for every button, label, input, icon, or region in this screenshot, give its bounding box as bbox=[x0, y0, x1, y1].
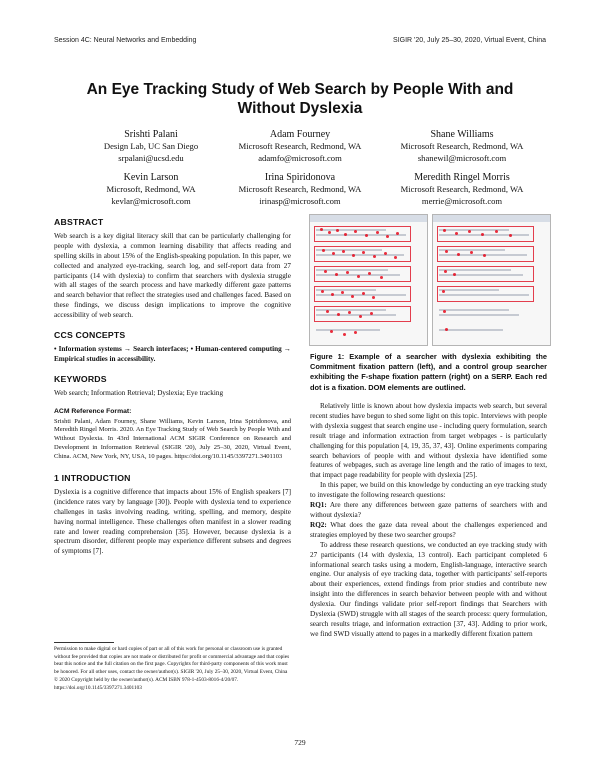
author-affiliation: Microsoft Research, Redmond, WA bbox=[238, 184, 362, 194]
search-bar-mock bbox=[310, 215, 427, 222]
author-block bbox=[382, 128, 542, 164]
rq1-label: RQ1: bbox=[310, 501, 327, 510]
ccs-text: • Information systems → Search interfaces; • Human-centered computing → Empirical studies in accessibility. bbox=[54, 344, 291, 363]
body-paragraph: Relatively little is known about how dyslexia impacts web search, but several recent studies have begun to shed some light on this topic. Interviews with people with dyslexia suggest that search engine use - including query formulation, search result triage and information extraction from target webpages - is particularly challenging for this population [4, 19, 35, 37, 43]. Online experiments comparing search behaviors of people with and without dyslexia have identified some features of webpages, such as average line length and the ratio of images to text, that impact page readability for people with dyslexia [25]. bbox=[310, 402, 547, 480]
fixation-dot bbox=[337, 313, 340, 316]
figure-1 bbox=[309, 214, 549, 344]
running-header-left: Session 4C: Neural Networks and Embedding bbox=[54, 37, 197, 44]
fixation-dot bbox=[380, 276, 383, 279]
fixation-dot bbox=[352, 254, 355, 257]
fixation-dot bbox=[443, 229, 446, 232]
author-affiliation: Microsoft Research, Redmond, WA bbox=[400, 141, 524, 151]
figure-caption: Figure 1: Example of a searcher with dyslexia exhibiting the Commitment fixation pattern (left), and a control group searcher exhibiting the F-shape fixation pattern (right) on a SERP. Each red dot is a fixation. DOM elements are outlined. bbox=[310, 352, 547, 392]
fixation-dot bbox=[354, 331, 357, 334]
fixation-dot bbox=[443, 310, 446, 313]
fixation-dot bbox=[343, 333, 346, 336]
fixation-dot bbox=[326, 310, 329, 313]
fixation-dot bbox=[483, 254, 486, 257]
introduction-heading: 1 INTRODUCTION bbox=[54, 473, 131, 484]
fixation-dot bbox=[362, 292, 365, 295]
author-name: Kevin Larson bbox=[123, 172, 179, 183]
ccs-heading: CCS CONCEPTS bbox=[54, 330, 126, 341]
author-email: shanewil@microsoft.com bbox=[417, 152, 507, 163]
fixation-dot bbox=[322, 249, 325, 252]
result-line bbox=[439, 309, 509, 311]
author-block bbox=[220, 128, 380, 164]
fixation-dot bbox=[509, 234, 512, 237]
fixation-dot bbox=[470, 251, 473, 254]
footnote-rule bbox=[54, 642, 114, 643]
rq1-text: Are there any differences between gaze patterns of searchers with and without dyslexia? bbox=[310, 501, 547, 519]
body-paragraph: In this paper, we build on this knowledge by conducting an eye tracking study to investigate the following research questions: bbox=[310, 481, 547, 500]
author-name: Irina Spiridonova bbox=[264, 172, 336, 183]
dom-outline bbox=[437, 226, 534, 242]
fixation-dot bbox=[468, 230, 471, 233]
search-bar-mock bbox=[433, 215, 550, 222]
keywords-text: Web search; Information Retrieval; Dyslexia; Eye tracking bbox=[54, 388, 224, 397]
fixation-dot bbox=[372, 296, 375, 299]
left-column bbox=[54, 218, 291, 557]
right-column bbox=[310, 402, 547, 640]
serp-screenshot-right bbox=[432, 214, 551, 346]
reference-format-text: Srishti Palani, Adam Fourney, Shane Williams, Kevin Larson, Irina Spiridonova, and Meredith Ringel Morris. 2020. An Eye Tracking Study of Web Search by People With and Without Dyslexia. In 43rd International ACM SIGIR Conference on Research and Development in Information Retrieval (SIGIR '20), July 25–30, 2020, Virtual Event, China. ACM, New York, NY, USA, 10 pages. https://doi.org/10.1145/3397271.3401103 bbox=[54, 417, 291, 461]
fixation-dot bbox=[365, 234, 368, 237]
fixation-dot bbox=[376, 231, 379, 234]
copyright-footnote bbox=[54, 642, 291, 692]
fixation-dot bbox=[330, 330, 333, 333]
fixation-dot bbox=[342, 250, 345, 253]
fixation-dot bbox=[457, 253, 460, 256]
fixation-dot bbox=[351, 295, 354, 298]
body-paragraph: To address these research questions, we conducted an eye tracking study with 27 participants (14 with dyslexia, 13 control). Each participant completed 6 informational search tasks using a modern, English-language, interactive search engine. Our analysis of eye tracking data, together with participants' self-reports about their experiences, extend findings from prior studies and contribute new insight into the differences in search behavior between people with and without dyslexia. Our findings validate prior self-report findings that Searchers with Dyslexia (SWD) struggle with all stages of the search process: query formulation, search results triage, and information extraction [37, 43]. Adding to prior work, we find SWD visually attend to pages in a markedly different fixation pattern bbox=[310, 540, 547, 638]
fixation-dot bbox=[320, 228, 323, 231]
page-number: 729 bbox=[294, 738, 306, 747]
fixation-dot bbox=[357, 275, 360, 278]
author-affiliation: Design Lab, UC San Diego bbox=[103, 141, 199, 151]
result-line bbox=[439, 329, 503, 331]
fixation-dot bbox=[442, 290, 445, 293]
serp-screenshot-left bbox=[309, 214, 428, 346]
running-header-right: SIGIR '20, July 25–30, 2020, Virtual Event, China bbox=[393, 37, 546, 44]
fixation-dot bbox=[453, 273, 456, 276]
author-name: Meredith Ringel Morris bbox=[414, 172, 510, 183]
author-block bbox=[71, 171, 231, 207]
fixation-dot bbox=[354, 230, 357, 233]
abstract-heading: ABSTRACT bbox=[54, 217, 104, 227]
research-question-1 bbox=[310, 501, 547, 521]
fixation-dot bbox=[396, 232, 399, 235]
author-email: irinasp@microsoft.com bbox=[259, 195, 341, 206]
fixation-dot bbox=[370, 312, 373, 315]
author-name: Shane Williams bbox=[430, 129, 494, 140]
fixation-dot bbox=[444, 270, 447, 273]
author-email: adamfo@microsoft.com bbox=[258, 152, 342, 163]
fixation-dot bbox=[359, 315, 362, 318]
fixation-dot bbox=[384, 252, 387, 255]
keywords-heading: KEYWORDS bbox=[54, 373, 107, 384]
author-affiliation: Microsoft Research, Redmond, WA bbox=[400, 184, 524, 194]
author-email: kevlar@microsoft.com bbox=[111, 195, 191, 206]
fixation-dot bbox=[362, 251, 365, 254]
footnote-text: Permission to make digital or hard copies of part or all of this work for personal or classroom use is granted without fee provided that copies are not made or distributed for profit or commercial advantage and that copies bear this notice and the full citation on the first page. Copyrights for third-party components of this work must be honored. For all other uses, contact the owner/author(s). SIGIR '20, July 25–30, 2020, Virtual Event, China © 2020 Copyright held by the owner/author(s). ACM ISBN 978-1-4503-8016-4/20/07. https://doi.org/10.1145/3397271.3401103 bbox=[54, 646, 290, 691]
paper-title: An Eye Tracking Study of Web Search by People With and Without Dyslexia bbox=[86, 81, 514, 117]
fixation-dot bbox=[368, 272, 371, 275]
fixation-dot bbox=[481, 233, 484, 236]
fixation-dot bbox=[321, 290, 324, 293]
fixation-dot bbox=[328, 231, 331, 234]
fixation-dot bbox=[495, 230, 498, 233]
result-line bbox=[439, 314, 519, 316]
fixation-dot bbox=[324, 270, 327, 273]
fixation-dot bbox=[331, 293, 334, 296]
dom-outline bbox=[314, 306, 411, 322]
fixation-dot bbox=[394, 256, 397, 259]
dom-outline bbox=[314, 266, 411, 282]
introduction-paragraph: Dyslexia is a cognitive difference that impacts about 15% of English speakers [7] (incidence rates vary by language [30]). People with dyslexia tend to experience challenges in tasks involving reading, writing, spelling, and memory, despite having normal intelligence. These challenges often manifest in a slower reading rate and lower reading comprehension [35]. However, because dyslexia is a spectrum disorder, different people may experience different subsets and degrees of symptoms [7]. bbox=[54, 487, 291, 556]
fixation-dot bbox=[348, 311, 351, 314]
author-affiliation: Microsoft Research, Redmond, WA bbox=[238, 141, 362, 151]
fixation-dot bbox=[386, 235, 389, 238]
abstract-text: Web search is a key digital literacy skill that can be particularly challenging for people with dyslexia, a common learning disability that affects reading and spelling skills in about 15% of the English-speaking population. In this paper, we collected and analyzed eye-tracking, search log, and self-report data from 27 participants (14 with dyslexia) to confirm that searchers with dyslexia struggle with all stages of the search process and have markedly different gaze patterns and search behavior that reflect the strategies used and challenges faced. Based on these findings, we discuss design implications to improve the cognitive accessibility of web search. bbox=[54, 231, 291, 320]
author-name: Srishti Palani bbox=[124, 129, 178, 140]
author-email: merrie@microsoft.com bbox=[421, 195, 503, 206]
author-block bbox=[382, 171, 542, 207]
fixation-dot bbox=[455, 232, 458, 235]
author-name: Adam Fourney bbox=[269, 129, 331, 140]
reference-format-heading: ACM Reference Format: bbox=[54, 407, 132, 415]
fixation-dot bbox=[344, 233, 347, 236]
author-block bbox=[71, 128, 231, 164]
fixation-dot bbox=[445, 328, 448, 331]
fixation-dot bbox=[445, 250, 448, 253]
dom-outline bbox=[314, 246, 411, 262]
dom-outline bbox=[437, 286, 534, 302]
research-question-2 bbox=[310, 521, 547, 541]
author-email: srpalani@ucsd.edu bbox=[118, 152, 184, 163]
fixation-dot bbox=[336, 229, 339, 232]
fixation-dot bbox=[373, 255, 376, 258]
result-line bbox=[316, 329, 380, 331]
author-affiliation: Microsoft, Redmond, WA bbox=[106, 184, 196, 194]
dom-outline bbox=[437, 266, 534, 282]
fixation-dot bbox=[341, 291, 344, 294]
rq2-text: What does the gaze data reveal about the challenges experienced and strategies employed by these two searcher groups? bbox=[310, 520, 548, 539]
author-block bbox=[220, 171, 380, 207]
fixation-dot bbox=[346, 271, 349, 274]
rq2-label: RQ2: bbox=[310, 520, 327, 529]
fixation-dot bbox=[335, 273, 338, 276]
fixation-dot bbox=[332, 252, 335, 255]
